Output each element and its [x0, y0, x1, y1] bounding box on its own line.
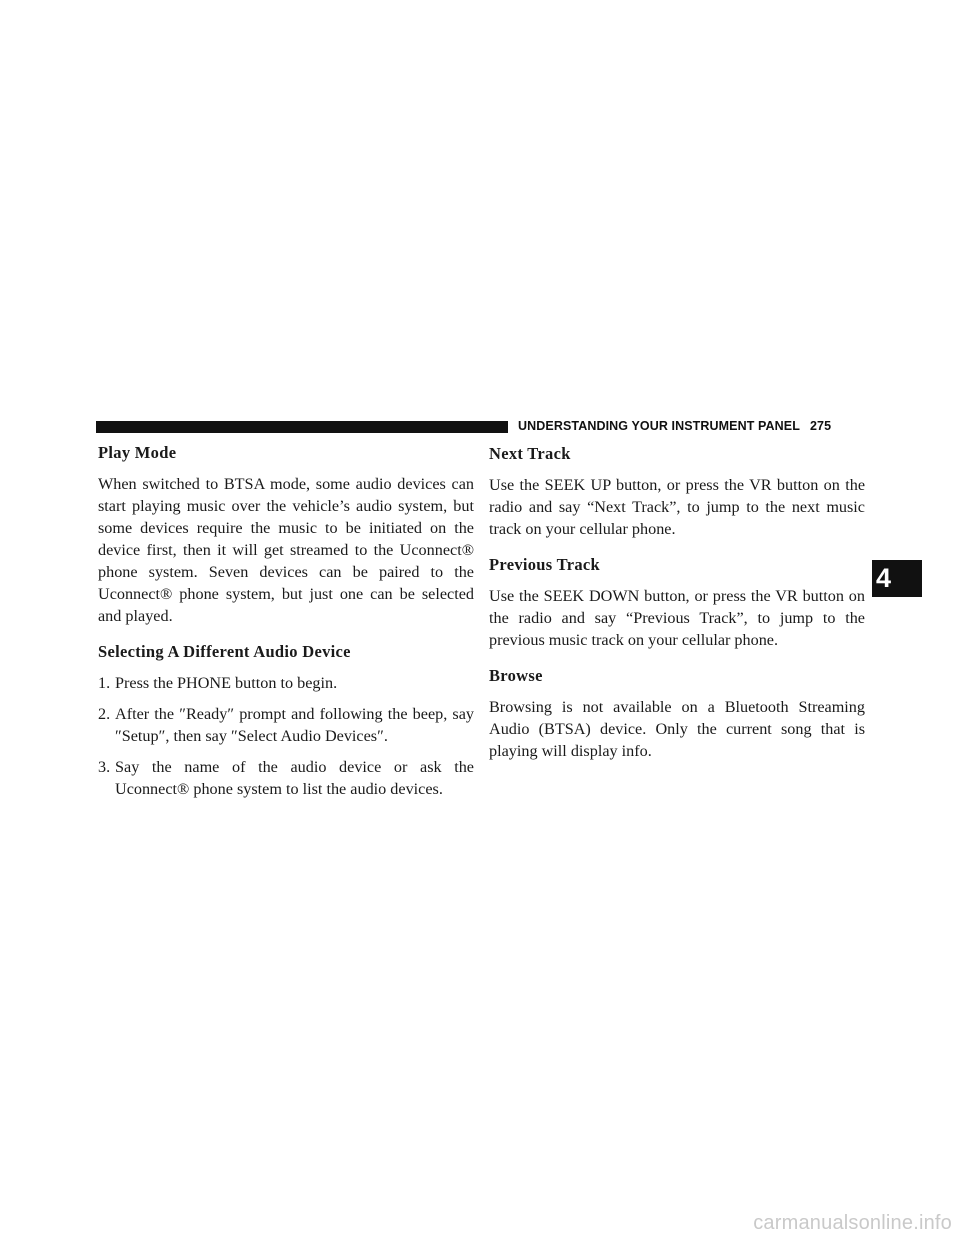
heading-play-mode: Play Mode — [98, 443, 177, 462]
step-text: Press the PHONE button to begin. — [115, 674, 338, 692]
step-text: After the ″Ready″ prompt and following the beep, say ″Setup″, then say ″Select Audio Devices″. — [115, 705, 474, 745]
chapter-tab: 4 — [872, 560, 922, 597]
running-header — [518, 419, 831, 433]
steps-list — [98, 672, 474, 800]
heading-browse: Browse — [489, 666, 543, 685]
right-column — [489, 443, 865, 771]
paragraph-play-mode: When switched to BTSA mode, some audio devices can start playing music over the vehicle’s audio system, but some devices require the music to be initiated on the device first, then it will get streamed to the Uconnect® phone system. Seven devices can be paired to the Uconnect® phone system, but just one can be selected and played. — [98, 475, 474, 625]
paragraph-next-track: Use the SEEK UP button, or press the VR button on the radio and say “Next Track”, to jump to the next music track on your cellular phone. — [489, 476, 865, 538]
left-column — [98, 442, 474, 809]
heading-selecting-device: Selecting A Different Audio Device — [98, 642, 351, 661]
header-title: UNDERSTANDING YOUR INSTRUMENT PANEL — [518, 419, 800, 433]
step-number: 3. — [98, 758, 111, 776]
step-text: Say the name of the audio device or ask the Uconnect® phone system to list the audio devices. — [115, 758, 474, 798]
paragraph-previous-track: Use the SEEK DOWN button, or press the VR button on the radio and say “Previous Track”, to jump to the previous music track on your cellular phone. — [489, 587, 865, 649]
heading-previous-track: Previous Track — [489, 555, 600, 574]
paragraph-browse: Browsing is not available on a Bluetooth Streaming Audio (BTSA) device. Only the current song that is playing will display info. — [489, 698, 865, 760]
step-number: 2. — [98, 705, 111, 723]
step-number: 1. — [98, 674, 111, 692]
list-item — [98, 703, 474, 747]
watermark: carmanualsonline.info — [753, 1212, 952, 1234]
heading-next-track: Next Track — [489, 444, 571, 463]
list-item — [98, 756, 474, 800]
list-item — [98, 672, 474, 694]
header-bar — [96, 421, 508, 433]
page-number: 275 — [809, 419, 832, 433]
